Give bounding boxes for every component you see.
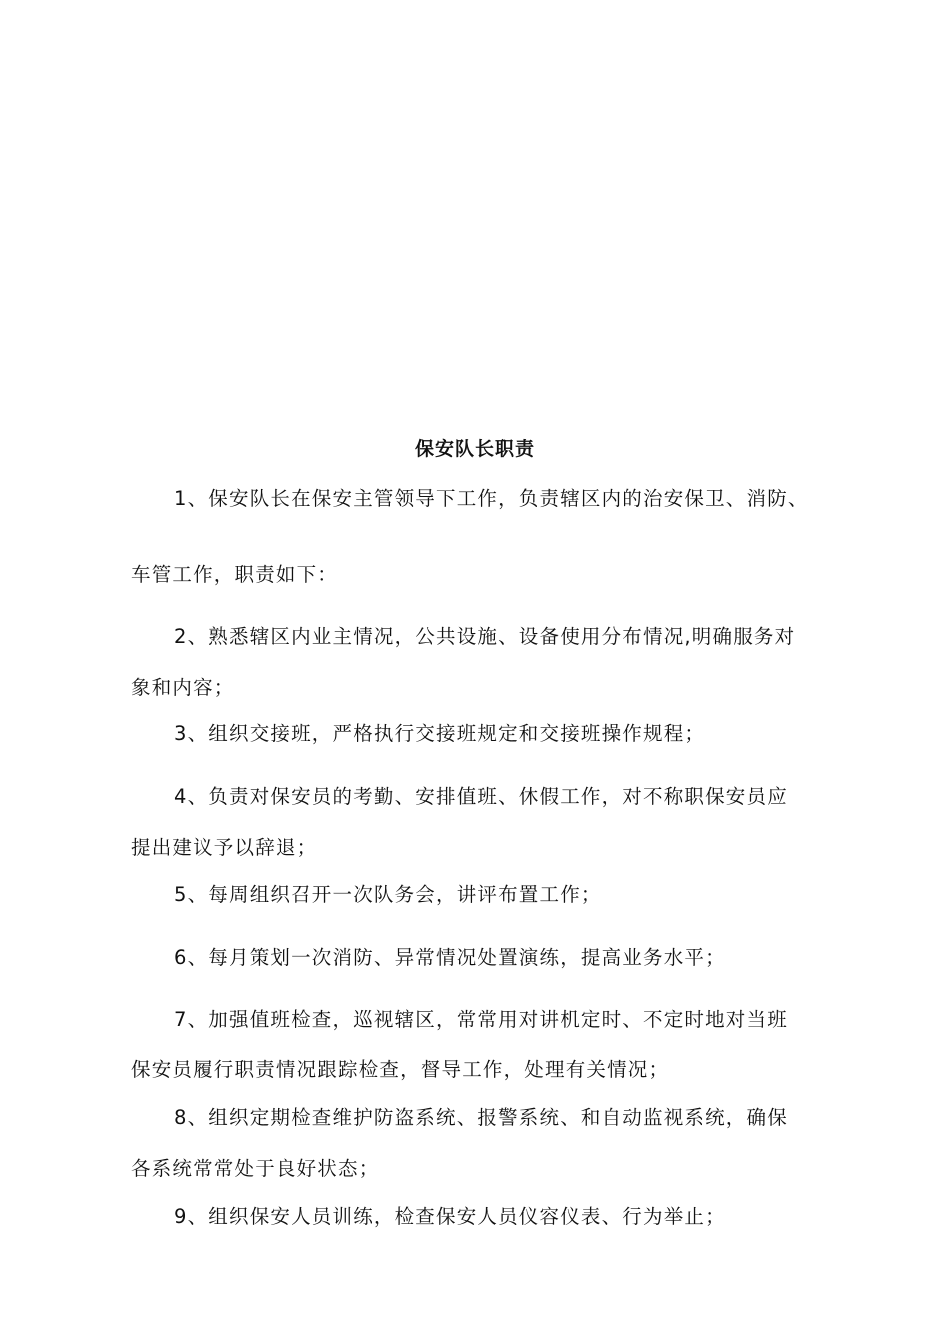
duty-item-2-line-2: 象和内容； xyxy=(131,676,235,699)
duty-item-4-line-1: 4、负责对保安员的考勤、安排值班、休假工作，对不称职保安员应 xyxy=(174,785,788,808)
duty-item-6-line-1: 6、每月策划一次消防、异常情况处置演练，提高业务水平； xyxy=(174,946,726,969)
duty-item-5-line-1: 5、每周组织召开一次队务会，讲评布置工作； xyxy=(174,883,602,906)
duty-item-2-line-1: 2、熟悉辖区内业主情况，公共设施、设备使用分布情况,明确服务对 xyxy=(174,625,796,648)
duty-item-1-line-1: 1、保安队长在保安主管领导下工作，负责辖区内的治安保卫、消防、 xyxy=(174,487,809,510)
document-title: 保安队长职责 xyxy=(414,438,535,460)
duty-item-9-line-1: 9、组织保安人员训练，检查保安人员仪容仪表、行为举止； xyxy=(174,1205,726,1228)
duty-item-8-line-2: 各系统常常处于良好状态； xyxy=(131,1157,380,1180)
duty-item-7-line-2: 保安员履行职责情况跟踪检查，督导工作，处理有关情况； xyxy=(131,1058,670,1081)
duty-item-3-line-1: 3、组织交接班，严格执行交接班规定和交接班操作规程； xyxy=(174,722,706,745)
duty-item-8-line-1: 8、组织定期检查维护防盗系统、报警系统、和自动监视系统，确保 xyxy=(174,1106,788,1129)
duty-item-7-line-1: 7、加强值班检查，巡视辖区，常常用对讲机定时、不定时地对当班 xyxy=(174,1008,788,1031)
duty-item-1-line-2: 车管工作，职责如下： xyxy=(131,563,339,586)
duty-item-4-line-2: 提出建议予以辞退； xyxy=(131,836,318,859)
